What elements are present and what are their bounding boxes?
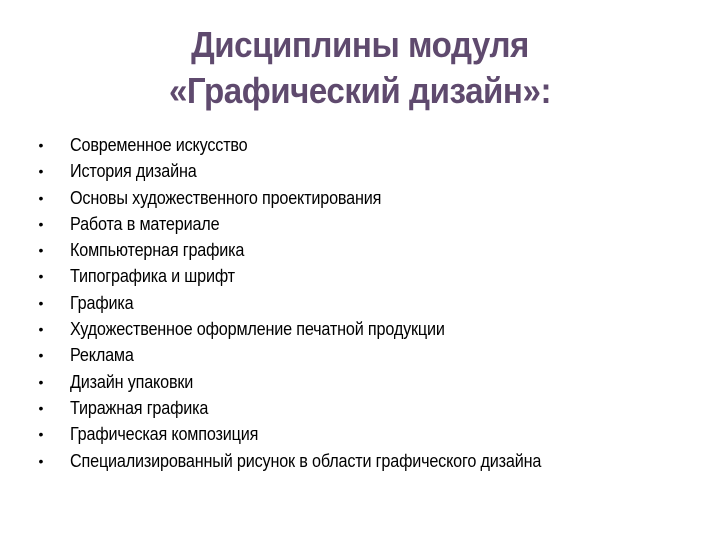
bullet-icon: • — [38, 268, 44, 285]
list-item — [34, 211, 594, 237]
list-item — [34, 185, 594, 211]
bullet-icon: • — [38, 137, 44, 153]
list-item — [34, 316, 594, 342]
list-item — [34, 421, 594, 447]
list-item-text: Специализированный рисунок в области графического дизайна — [70, 450, 542, 471]
list-item-text: Основы художественного проектирования — [70, 187, 382, 208]
list-item — [34, 158, 594, 184]
list-item-text: Современное искусство — [70, 135, 248, 155]
list-item — [34, 263, 594, 289]
list-item-text: Тиражная графика — [70, 397, 209, 418]
list-item — [34, 342, 594, 368]
list-item-text: Дизайн упаковки — [70, 371, 194, 392]
list-item — [34, 132, 594, 158]
list-item — [34, 369, 594, 395]
bullet-icon: • — [38, 215, 44, 232]
bullet-icon: • — [38, 452, 44, 469]
list-item — [34, 448, 594, 474]
list-item-text: Типографика и шрифт — [70, 266, 235, 287]
bullet-icon: • — [38, 373, 44, 390]
bullet-icon: • — [38, 189, 44, 206]
slide-title — [29, 22, 691, 114]
bullet-icon: • — [38, 426, 44, 443]
discipline-list — [34, 132, 594, 474]
title-line-1: Дисциплины модуля — [191, 24, 529, 65]
bullet-icon: • — [38, 294, 44, 311]
bullet-icon: • — [38, 242, 44, 259]
bullet-icon: • — [38, 321, 44, 338]
list-item — [34, 237, 594, 263]
list-item-text: Графика — [70, 292, 134, 313]
list-item-text: Реклама — [70, 345, 134, 366]
list-item — [34, 290, 594, 316]
list-item-text: Работа в материале — [70, 213, 220, 234]
list-item-text: Графическая композиция — [70, 424, 259, 445]
bullet-icon: • — [38, 347, 44, 364]
bullet-icon: • — [38, 163, 44, 180]
list-item-text: Художественное оформление печатной продукции — [70, 319, 445, 340]
list-item — [34, 395, 594, 421]
list-item-text: История дизайна — [70, 161, 197, 182]
list-item-text: Компьютерная графика — [70, 240, 245, 261]
title-line-2: «Графический дизайн»: — [168, 70, 552, 111]
bullet-icon: • — [38, 399, 44, 416]
